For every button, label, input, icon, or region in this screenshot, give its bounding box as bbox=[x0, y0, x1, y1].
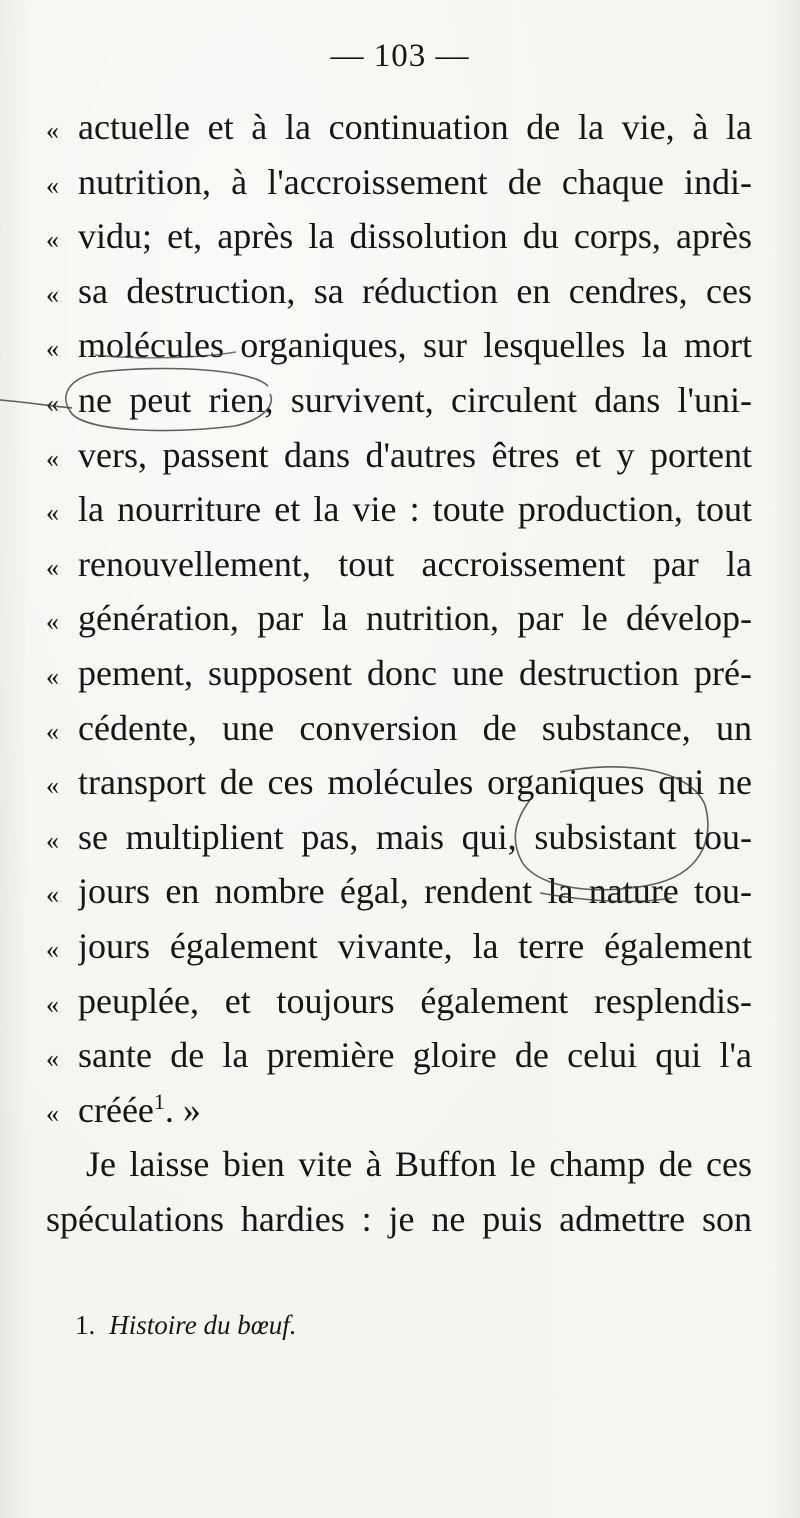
guillemet: « bbox=[46, 661, 59, 691]
text-line bbox=[46, 155, 752, 210]
line-text: transport de ces molécules organiques qui ne bbox=[78, 762, 752, 803]
line-text: vidu; et, après la dissolution du corps, après bbox=[78, 216, 752, 257]
line-text: nutrition, à l'accroissement de chaque indi- bbox=[78, 161, 752, 202]
text-line bbox=[46, 646, 752, 701]
footnote-text: Histoire du bœuf. bbox=[109, 1310, 297, 1340]
guillemet: « bbox=[46, 989, 59, 1019]
line-text: vers, passent dans d'autres êtres et y portent bbox=[78, 434, 752, 475]
footnote-number: 1. bbox=[75, 1310, 96, 1340]
text-line bbox=[46, 1137, 752, 1192]
text-line bbox=[46, 100, 752, 155]
text-line bbox=[46, 864, 752, 919]
text-block bbox=[46, 100, 752, 1246]
line-text: actuelle et à la continuation de la vie, à la bbox=[78, 107, 752, 147]
line-text: jours également vivante, la terre également bbox=[78, 925, 752, 966]
text-line bbox=[46, 701, 752, 756]
line-text: génération, par la nutrition, par le dévelop- bbox=[78, 598, 752, 639]
guillemet: « bbox=[46, 552, 59, 582]
text-line bbox=[46, 537, 752, 592]
text-line bbox=[46, 810, 752, 865]
text-line bbox=[46, 428, 752, 483]
line-text: peuplée, et toujours également resplendis- bbox=[78, 980, 752, 1021]
text-line bbox=[46, 264, 752, 319]
line-text: pement, supposent donc une destruction pré- bbox=[78, 652, 752, 693]
paragraph-line: Je laisse bien vite à Buffon le champ de ces bbox=[86, 1144, 752, 1185]
text-line bbox=[46, 318, 752, 373]
guillemet: « bbox=[46, 334, 59, 364]
guillemet: « bbox=[46, 225, 59, 255]
guillemet: « bbox=[46, 279, 59, 309]
guillemet: « bbox=[46, 825, 59, 855]
line-text: ne peut rien, survivent, circulent dans l'uni- bbox=[78, 379, 752, 420]
text-line bbox=[46, 209, 752, 264]
closing-quote: . » bbox=[164, 1089, 201, 1130]
guillemet: « bbox=[46, 1044, 59, 1074]
line-text: se multiplient pas, mais qui, subsistant tou- bbox=[78, 816, 752, 857]
line-text: la nourriture et la vie : toute production, tout bbox=[78, 489, 752, 530]
guillemet: « bbox=[46, 170, 59, 200]
line-text: molécules organiques, sur lesquelles la mort bbox=[78, 325, 752, 366]
page-number: — 103 — bbox=[330, 38, 470, 74]
line-text bbox=[78, 1083, 752, 1138]
closing-word: créée bbox=[78, 1089, 154, 1130]
text-line bbox=[46, 974, 752, 1029]
text-line bbox=[46, 373, 752, 428]
guillemet: « bbox=[46, 498, 59, 528]
text-line bbox=[46, 1083, 752, 1138]
line-text: renouvellement, tout accroissement par la bbox=[78, 543, 752, 584]
text-line bbox=[46, 755, 752, 810]
line-text: sa destruction, sa réduction en cendres, ces bbox=[78, 270, 752, 311]
footnote-reference[interactable]: 1 bbox=[153, 1088, 165, 1114]
paragraph-line: spéculations hardies : je ne puis admettre son bbox=[46, 1198, 752, 1239]
guillemet: « bbox=[46, 116, 59, 145]
text-line bbox=[46, 1028, 752, 1083]
text-line bbox=[46, 919, 752, 974]
guillemet: « bbox=[46, 1098, 59, 1128]
footnote bbox=[75, 1310, 297, 1341]
guillemet: « bbox=[46, 388, 59, 418]
text-line bbox=[46, 482, 752, 537]
text-line bbox=[46, 1192, 752, 1247]
guillemet: « bbox=[46, 607, 59, 637]
line-text: cédente, une conversion de substance, un bbox=[78, 707, 752, 748]
guillemet: « bbox=[46, 880, 59, 910]
guillemet: « bbox=[46, 771, 59, 801]
text-line bbox=[46, 591, 752, 646]
guillemet: « bbox=[46, 443, 59, 473]
line-text: jours en nombre égal, rendent la nature tou- bbox=[78, 871, 752, 912]
guillemet: « bbox=[46, 716, 59, 746]
line-text: sante de la première gloire de celui qui l'a bbox=[78, 1035, 752, 1076]
guillemet: « bbox=[46, 934, 59, 964]
